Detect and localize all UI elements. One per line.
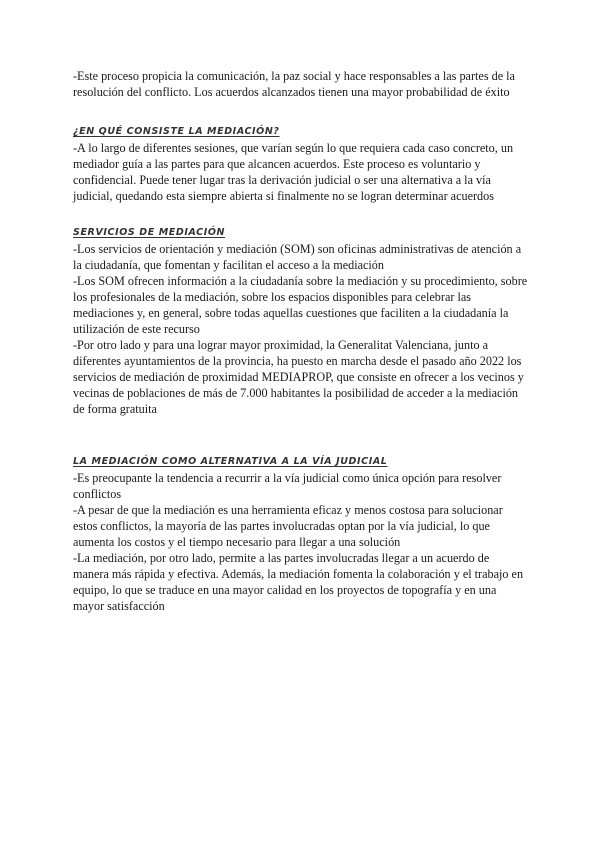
section-what-is-mediation: [73, 124, 528, 204]
document-page: [73, 68, 528, 614]
section-paragraph: -Los servicios de orientación y mediación (SOM) son oficinas administrativas de atención a la ciudadanía, que fomentan y facilitan el acceso a la mediación: [73, 242, 522, 272]
section-heading: LA MEDIACIÓN COMO ALTERNATIVA A LA VÍA JUDICIAL: [73, 456, 388, 467]
section-paragraph: -Es preocupante la tendencia a recurrir a la vía judicial como única opción para resolver conflictos: [73, 471, 502, 501]
section-paragraph: -A pesar de que la mediación es una herramienta eficaz y menos costosa para solucionar estos conflictos, la mayoría de las partes involucradas optan por la vía judicial, lo que aumenta los costos y el tiempo necesario para llegar a una solución: [73, 503, 503, 549]
intro-paragraph: -Este proceso propicia la comunicación, la paz social y hace responsables a las partes de la resolución del conflicto. Los acuerdos alcanzados tienen una mayor probabilidad de éxito: [73, 69, 515, 99]
section-paragraph: -Los SOM ofrecen información a la ciudadanía sobre la mediación y su procedimiento, sobre los profesionales de la mediación, sobre los espacios disponibles para celebrar las mediaciones y, en general, sobre todas aquellas cuestiones que faciliten a la ciudadanía la utilización de este recurso: [73, 274, 528, 336]
section-paragraph: -A lo largo de diferentes sesiones, que varían según lo que requiera cada caso concreto, un mediador guía a las partes para que alcancen acuerdos. Este proceso es voluntario y confidencial. Puede tener lugar tras la derivación judicial o ser una alternativa a la vía judicial, quedando esta siempre abierta si finalmente no se logran determinar acuerdos: [73, 141, 514, 203]
section-heading: ¿EN QUÉ CONSISTE LA MEDIACIÓN?: [73, 126, 280, 137]
section-paragraph: -Por otro lado y para una lograr mayor proximidad, la Generalitat Valenciana, junto a diferentes ayuntamientos de la provincia, ha puesto en marcha desde el pasado año 2022 los servicios de mediación de proximidad MEDIAPROP, que consiste en ofrecer a los vecinos y vecinas de poblaciones de más de 7.000 habitantes la posibilidad de acceder a la mediación de forma gratuita: [73, 338, 524, 416]
section-mediation-services: [73, 225, 528, 417]
section-heading: SERVICIOS DE MEDIACIÓN: [73, 227, 226, 238]
section-mediation-alternative: [73, 454, 528, 614]
section-paragraph: -La mediación, por otro lado, permite a las partes involucradas llegar a un acuerdo de manera más rápida y efectiva. Además, la mediación fomenta la colaboración y el trabajo en equipo, lo que se traduce en una mayor calidad en los proyectos de topografía y en una mayor satisfacción: [73, 551, 524, 613]
